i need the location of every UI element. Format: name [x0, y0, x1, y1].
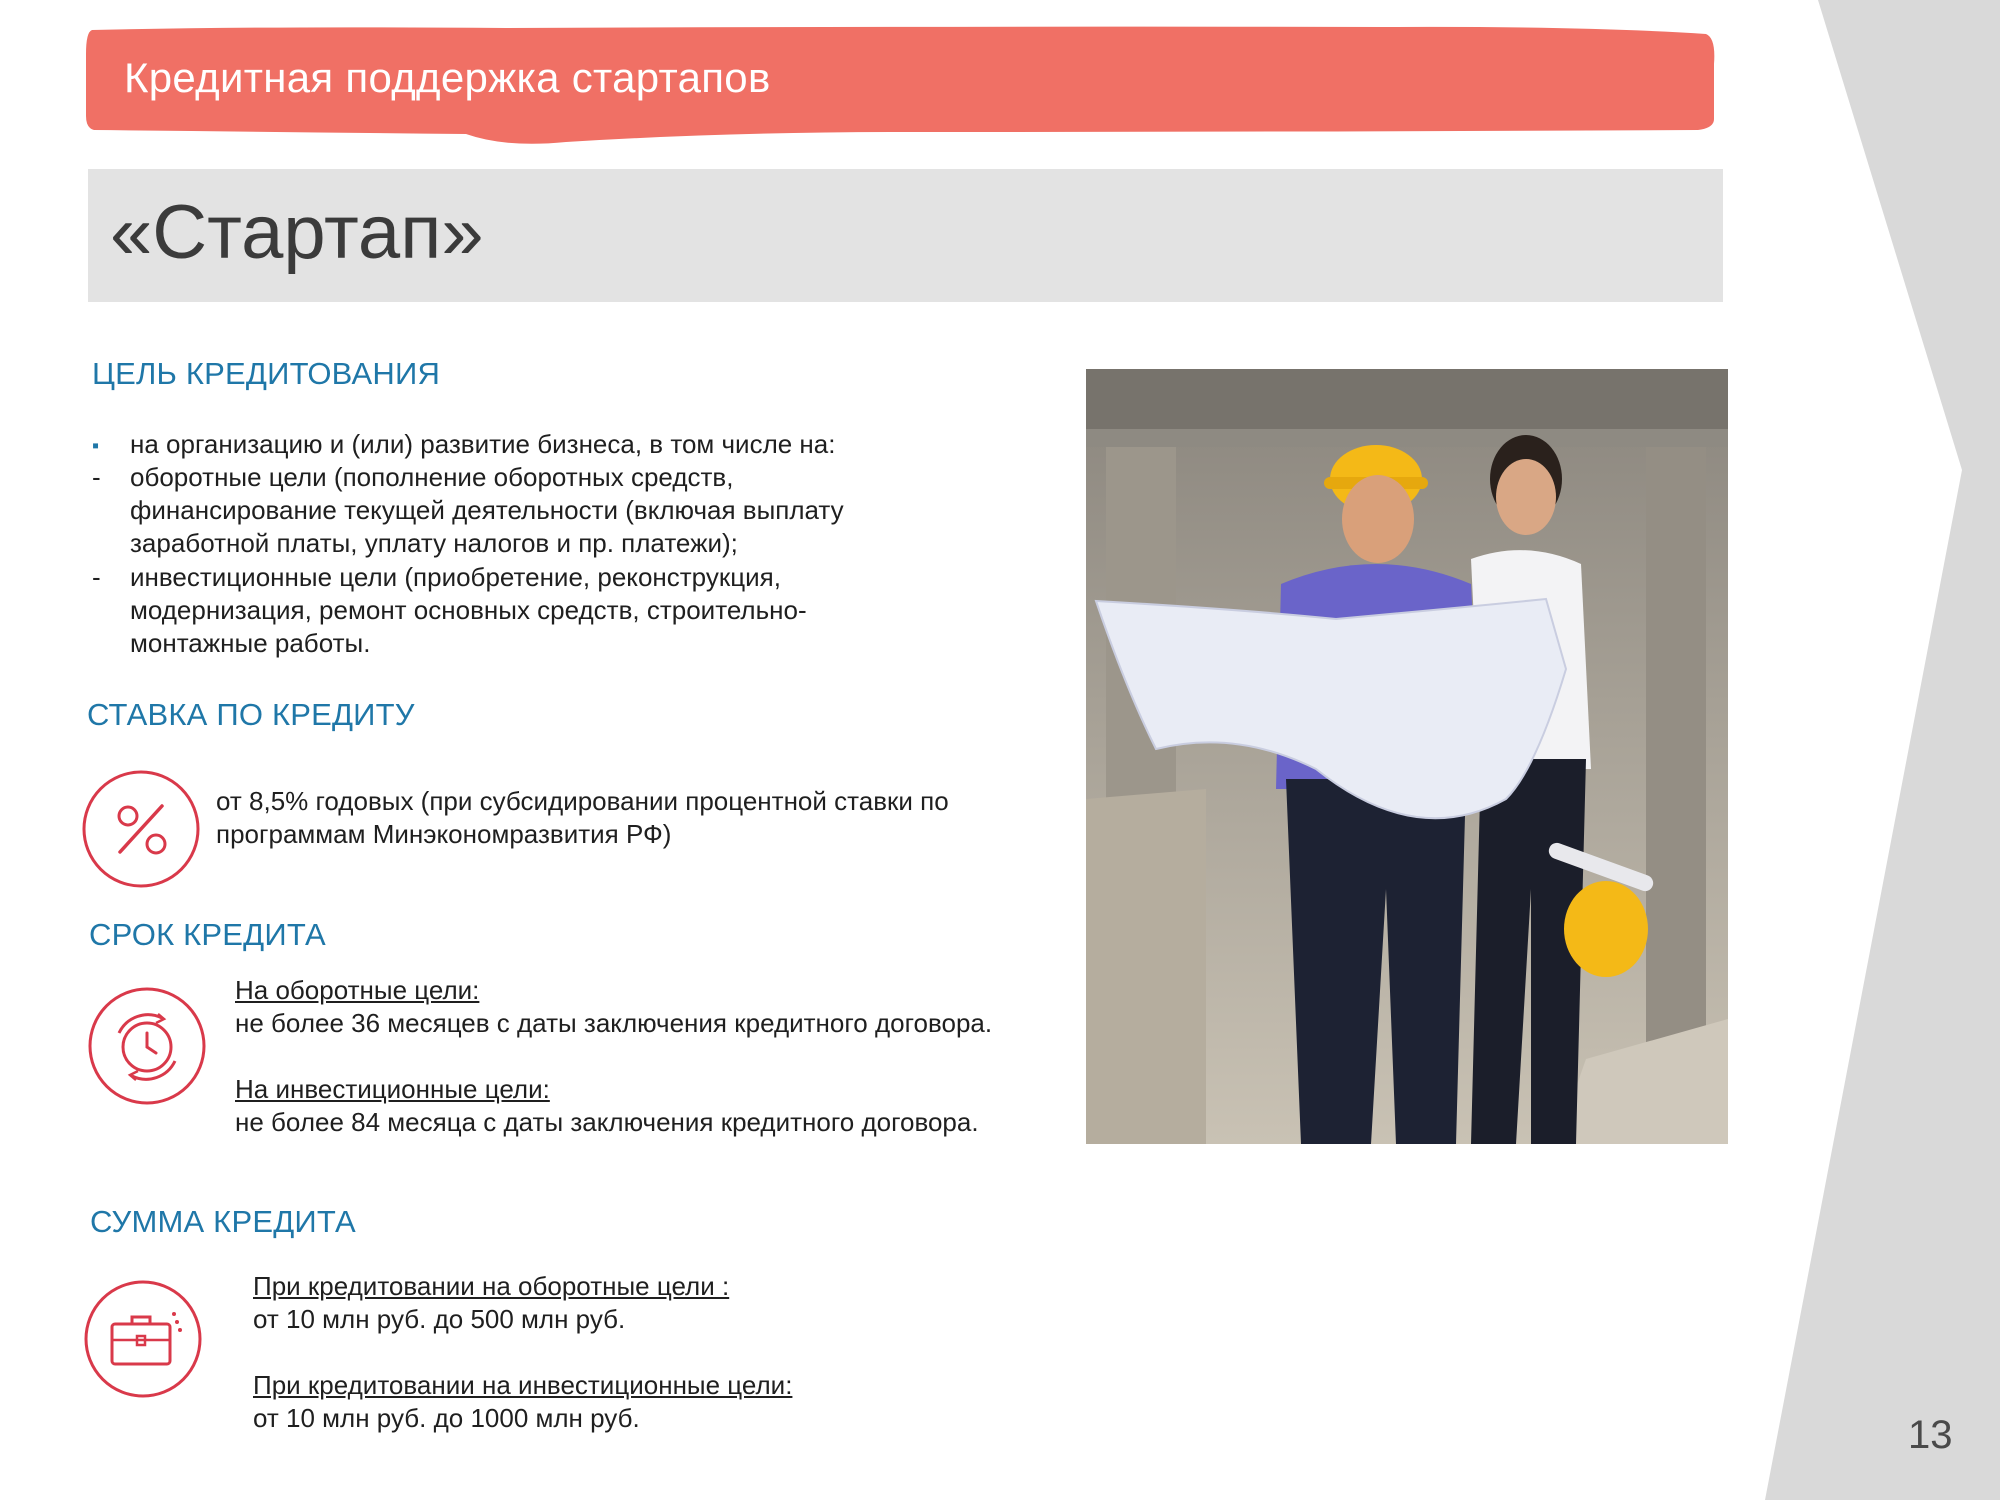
header-banner [86, 24, 1716, 152]
photo-engineers [1086, 369, 1728, 1144]
rate-line: от 8,5% годовых (при субсидировании процентной ставки по [216, 786, 949, 816]
briefcase-icon [82, 1278, 204, 1400]
goal-heading: ЦЕЛЬ КРЕДИТОВАНИЯ [92, 356, 441, 391]
amount-text [253, 1270, 792, 1435]
rate-heading: СТАВКА ПО КРЕДИТУ [87, 697, 415, 732]
term-text [235, 974, 992, 1139]
term-working-text: не более 36 месяцев с даты заключения кредитного договора. [235, 1008, 993, 1038]
amount-investment-label: При кредитовании на инвестиционные цели: [253, 1370, 793, 1400]
term-investment-text: не более 84 месяца с даты заключения кредитного договора. [235, 1107, 979, 1137]
goal-item-line: на организацию и (или) развитие бизнеса, в том числе на: [130, 429, 836, 459]
amount-heading: СУММА КРЕДИТА [90, 1204, 356, 1239]
rate-text [216, 785, 949, 851]
percent-icon [80, 768, 202, 890]
amount-investment-text: от 10 млн руб. до 1000 млн руб. [253, 1403, 640, 1433]
goal-item-line: оборотные цели (пополнение оборотных средств, [130, 462, 734, 492]
term-investment-label: На инвестиционные цели: [235, 1074, 550, 1104]
goal-item-line: финансирование текущей деятельности (включая выплату [130, 495, 844, 525]
bullet-dash: - [92, 562, 101, 592]
banner-title: Кредитная поддержка стартапов [124, 54, 771, 101]
term-working-label: На оборотные цели: [235, 975, 480, 1005]
goal-item-line: модернизация, ремонт основных средств, строительно- [130, 595, 807, 625]
bullet-square: ▪ [92, 435, 100, 457]
title-bar [88, 169, 1723, 302]
goal-item-line: инвестиционные цели (приобретение, реконструкция, [130, 562, 781, 592]
rate-line: программам Минэкономразвития РФ) [216, 819, 672, 849]
page-title: «Стартап» [110, 190, 484, 275]
goal-item-line: монтажные работы. [130, 628, 371, 658]
bullet-dash: - [92, 462, 101, 492]
amount-working-text: от 10 млн руб. до 500 млн руб. [253, 1304, 626, 1334]
amount-working-label: При кредитовании на оборотные цели : [253, 1271, 730, 1301]
page-number: 13 [1908, 1413, 1953, 1457]
clock-icon [86, 985, 208, 1107]
term-heading: СРОК КРЕДИТА [89, 917, 326, 952]
goal-item-line: заработной платы, уплату налогов и пр. платежи); [130, 528, 738, 558]
